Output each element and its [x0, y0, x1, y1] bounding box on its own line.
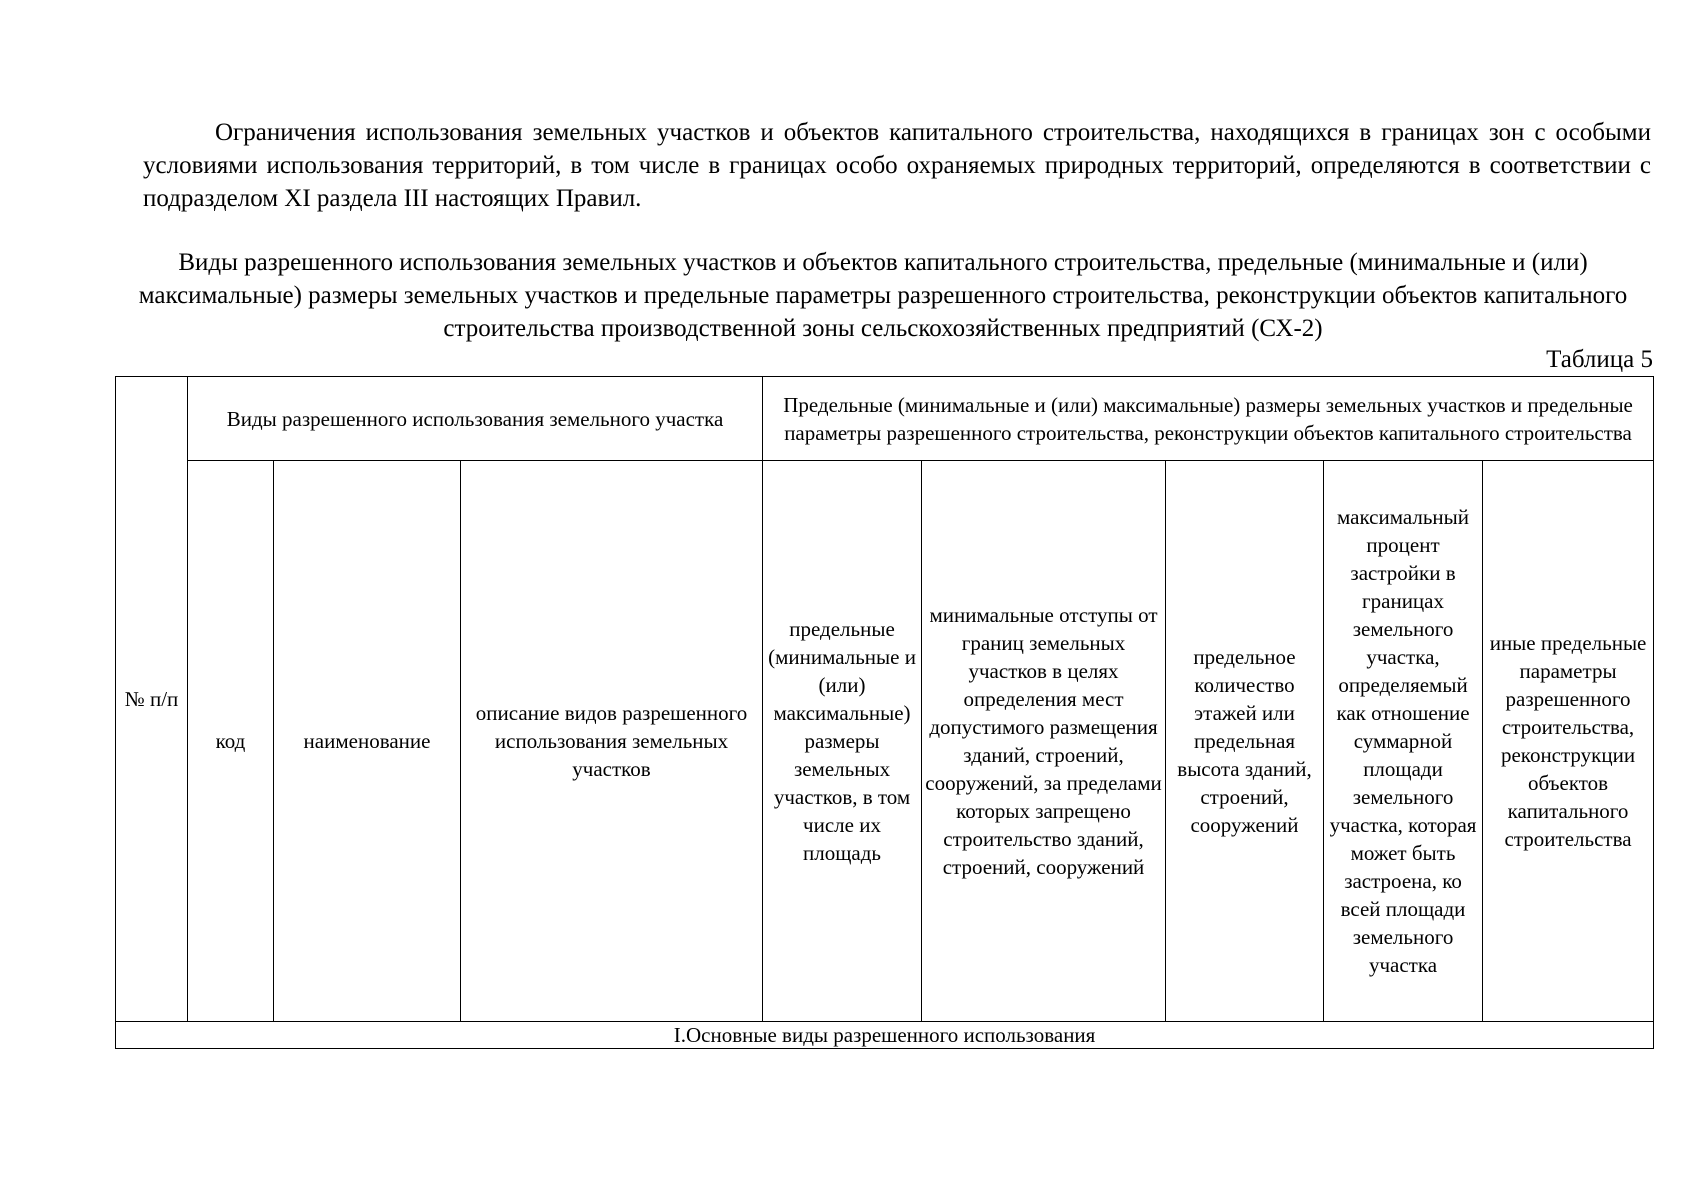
header-use-types-group: Виды разрешенного использования земельного участка: [188, 377, 763, 461]
header-code: код: [188, 461, 274, 1022]
header-number: № п/п: [116, 377, 188, 1022]
header-limits-group: Предельные (минимальные и (или) максимальные) размеры земельных участков и предельные параметры разрешенного строительства, реконструкции объектов капитального строительства: [763, 377, 1654, 461]
section-row-main-uses: [116, 1022, 1654, 1049]
header-name: наименование: [274, 461, 461, 1022]
table-heading: Виды разрешенного использования земельных участков и объектов капитального строительства, предельные (минимальные и (или) максимальные) размеры земельных участков и предельные параметры разрешенного строительства, реконструкции объектов капитального строительства производственной зоны сельскохозяйственных предприятий (СХ-2): [138, 249, 1628, 342]
header-plot-size: предельные (минимальные и (или) максимальные) размеры земельных участков, в том числе их площадь: [763, 461, 922, 1022]
intro-paragraph: Ограничения использования земельных участков и объектов капитального строительства, находящихся в границах зон с особыми условиями использования территорий, в том числе в границах особо охраняемых природных территорий, определяются в соответствии с подразделом XI раздела III настоящих Правил.: [143, 119, 1651, 212]
header-row-groups: [116, 377, 1654, 461]
header-coverage: максимальный процент застройки в границах земельного участка, определяемый как отношение суммарной площади земельного участка, которая может быть застроена, ко всей площади земельного участка: [1324, 461, 1483, 1022]
table-label: Таблица 5: [1546, 346, 1653, 373]
header-setbacks: минимальные отступы от границ земельных участков в целях определения мест допустимого размещения зданий, строений, сооружений, за пределами которых запрещено строительство зданий, строений, сооружений: [922, 461, 1166, 1022]
section-main-uses: I.Основные виды разрешенного использования: [116, 1022, 1654, 1049]
regulations-table: [115, 376, 1654, 1049]
header-other-params: иные предельные параметры разрешенного строительства, реконструкции объектов капитального строительства: [1483, 461, 1654, 1022]
header-row-columns: [116, 461, 1654, 1022]
header-floors: предельное количество этажей или предельная высота зданий, строений, сооружений: [1166, 461, 1324, 1022]
header-description: описание видов разрешенного использования земельных участков: [461, 461, 763, 1022]
